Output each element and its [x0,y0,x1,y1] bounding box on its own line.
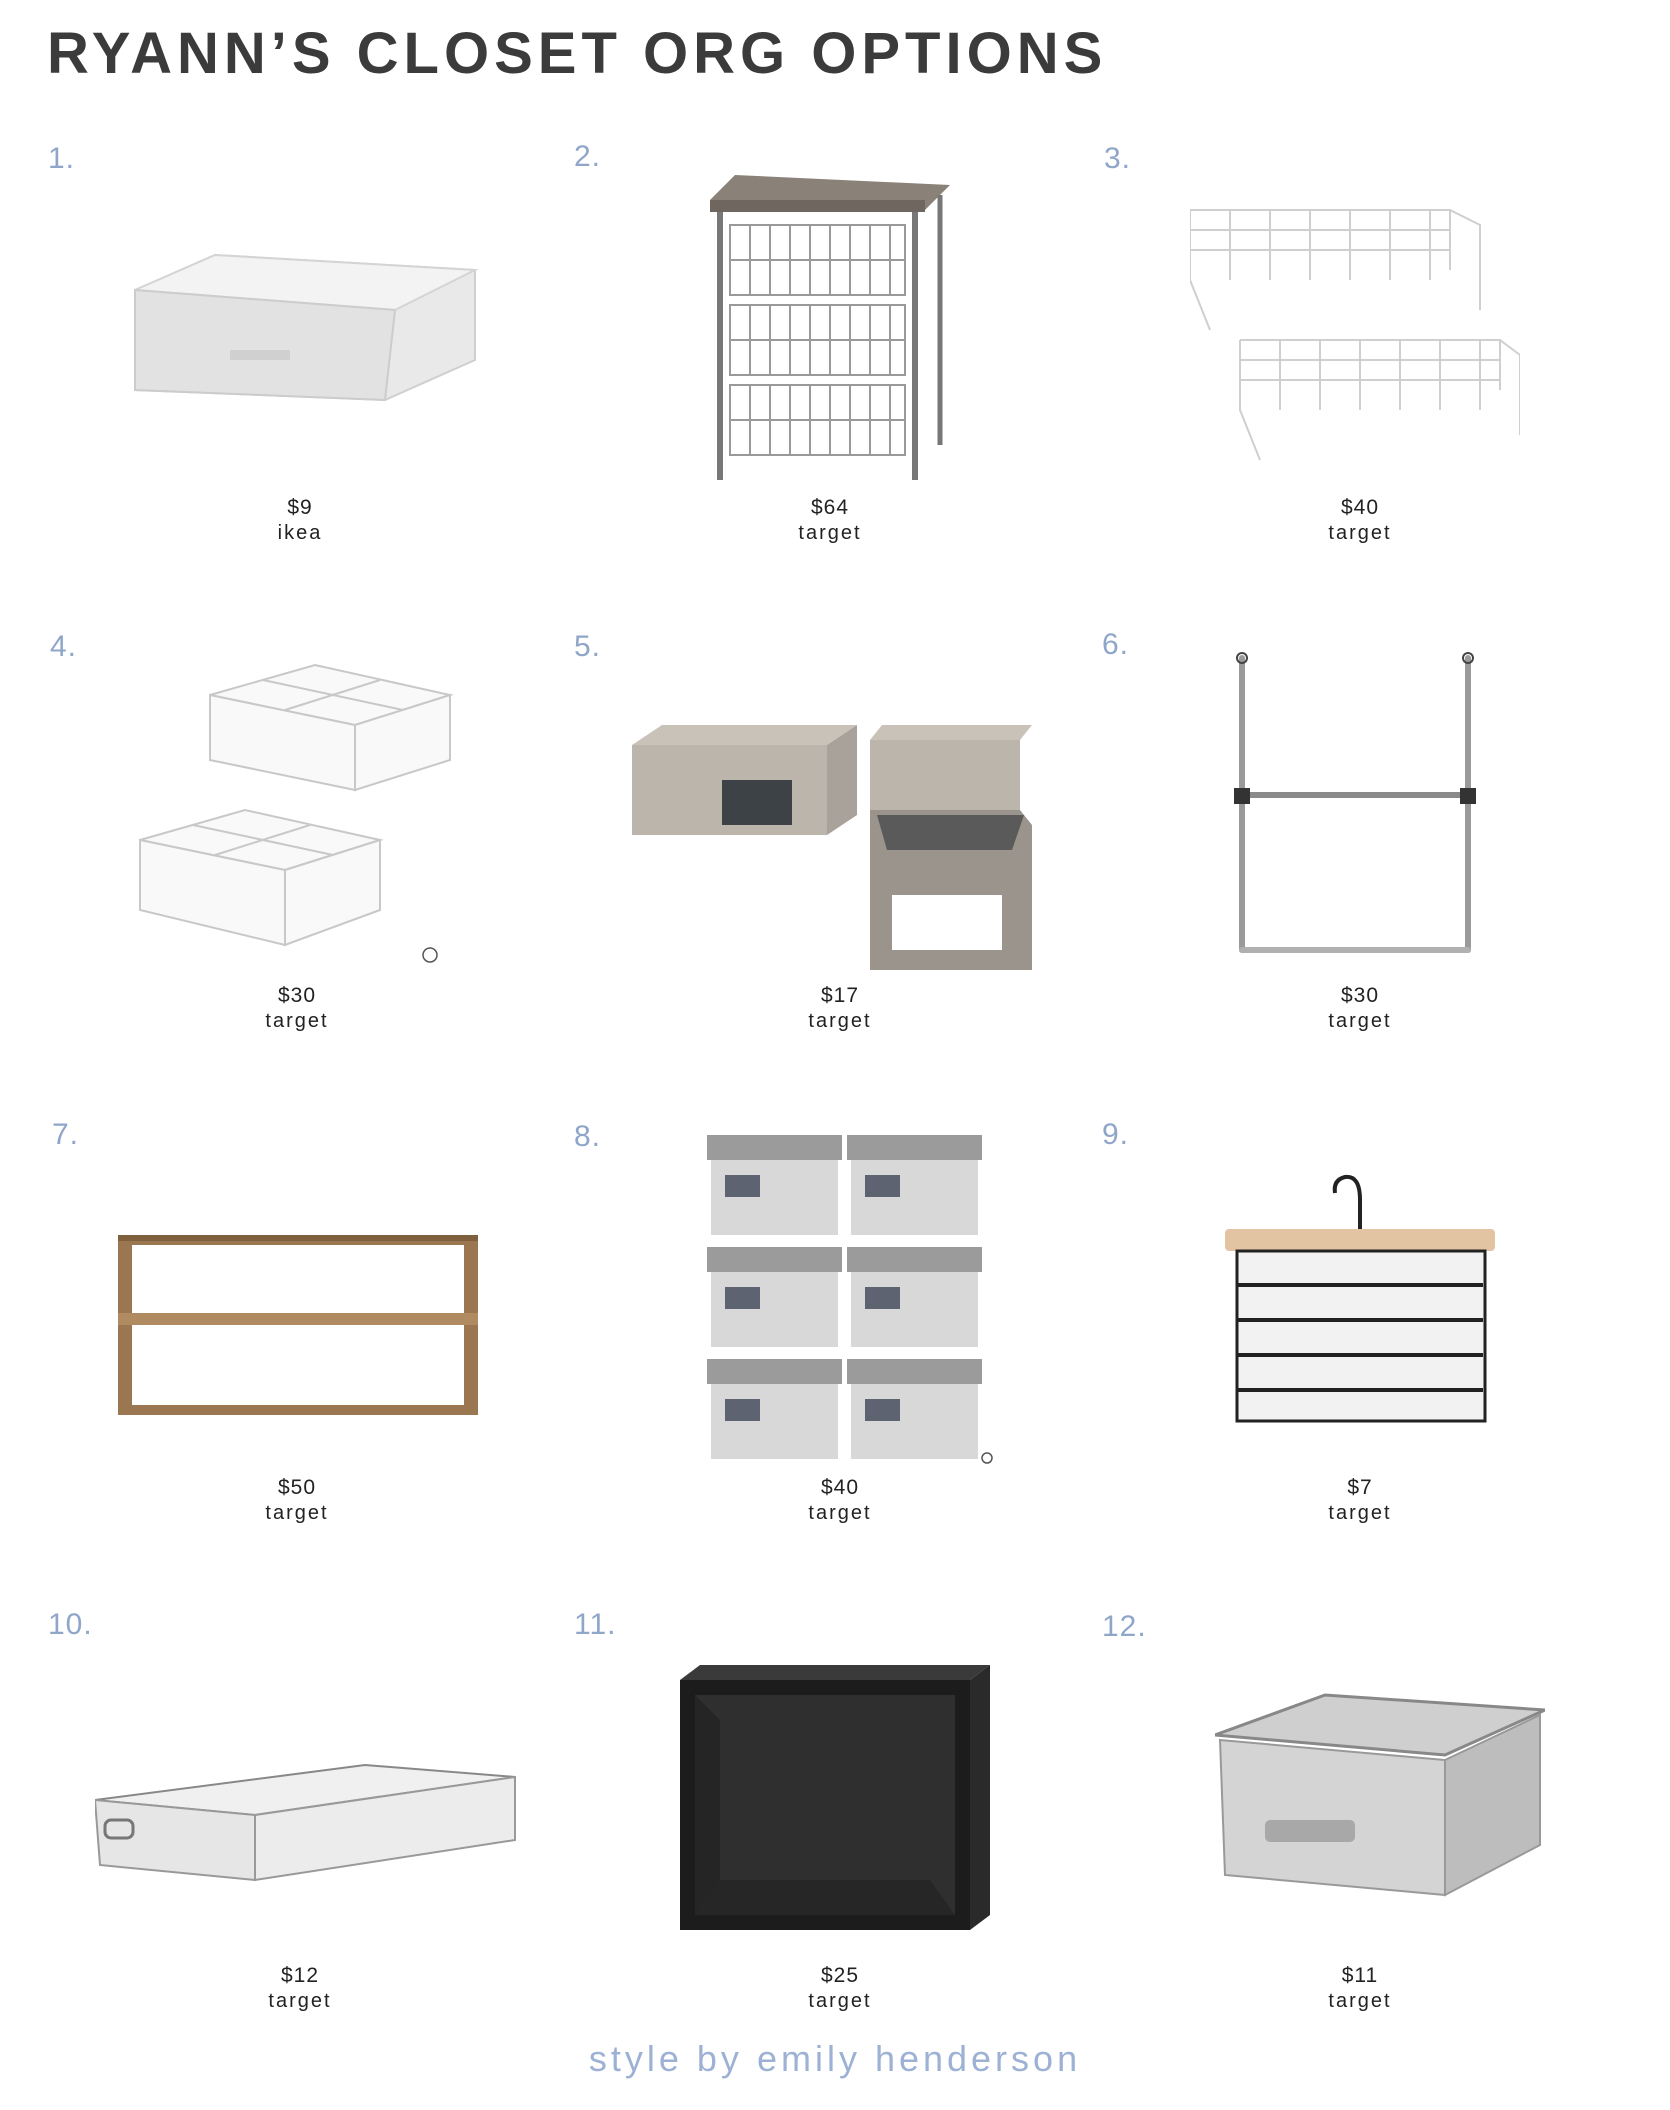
product-card[interactable] [1100,1110,1630,1600]
item-number: 1. [48,142,76,175]
item-store[interactable]: target [1328,1990,1392,2012]
item-number: 2. [574,140,602,173]
item-number: 5. [574,630,602,663]
item-price: $30 [277,984,317,1007]
item-price: $9 [287,496,313,519]
item-price: $40 [820,1476,860,1499]
fabric-storage-box-lid-image[interactable] [1215,1680,1545,1910]
item-price: $12 [280,1964,320,1987]
product-card[interactable] [570,620,1100,1110]
item-store[interactable]: target [808,1502,872,1524]
product-card[interactable] [570,1600,1100,2090]
black-storage-cube-image[interactable] [680,1665,990,1935]
wire-shelf-divider-image[interactable] [1190,190,1520,470]
item-store[interactable]: target [808,1990,872,2012]
product-card[interactable] [40,620,570,1110]
item-number: 12. [1102,1610,1147,1643]
item-number: 4. [50,630,78,663]
item-price: $17 [820,984,860,1007]
item-store[interactable]: target [798,522,862,544]
item-store[interactable]: ikea [277,522,323,544]
item-number: 11. [574,1608,617,1641]
page-title: RYANN’S CLOSET ORG OPTIONS [47,21,1108,86]
product-card[interactable] [1100,620,1630,1110]
fabric-shoe-box-image[interactable] [632,720,1052,980]
wood-cubby-shelf-image[interactable] [118,1235,483,1420]
underbed-storage-bag-image[interactable] [125,250,485,420]
wire-basket-drawer-unit-image[interactable] [710,175,950,485]
multi-pant-hanger-image[interactable] [1225,1165,1495,1435]
hanging-closet-rod-image[interactable] [1230,650,1480,970]
item-store[interactable]: target [808,1010,872,1032]
item-store[interactable]: target [1328,1010,1392,1032]
product-card[interactable] [40,1600,570,2090]
item-number: 8. [574,1120,602,1153]
site-credit: style by emily henderson [588,2038,1082,2079]
item-store[interactable]: target [268,1990,332,2012]
underbed-zip-bag-image[interactable] [95,1755,525,1885]
item-number: 6. [1102,628,1130,661]
item-store[interactable]: target [265,1502,329,1524]
item-price: $11 [1341,1964,1379,1987]
item-number: 9. [1102,1118,1130,1151]
product-card[interactable] [40,130,570,620]
item-store[interactable]: target [1328,522,1392,544]
item-price: $64 [810,496,850,519]
product-card[interactable] [570,130,1100,620]
item-number: 10. [48,1608,93,1641]
item-store[interactable]: target [1328,1502,1392,1524]
item-price: $7 [1347,1476,1373,1499]
item-price: $25 [820,1964,860,1987]
clear-drawer-organizer-image[interactable] [135,655,495,985]
item-number: 7. [52,1118,80,1151]
product-card[interactable] [1100,130,1630,620]
item-number: 3. [1104,142,1132,175]
fabric-storage-box-set-image[interactable] [705,1130,995,1470]
product-card[interactable] [1100,1600,1630,2090]
item-price: $40 [1340,496,1380,519]
product-card[interactable] [40,1110,570,1600]
product-card[interactable] [570,1110,1100,1600]
item-store[interactable]: target [265,1010,329,1032]
item-price: $50 [277,1476,317,1499]
item-price: $30 [1340,984,1380,1007]
